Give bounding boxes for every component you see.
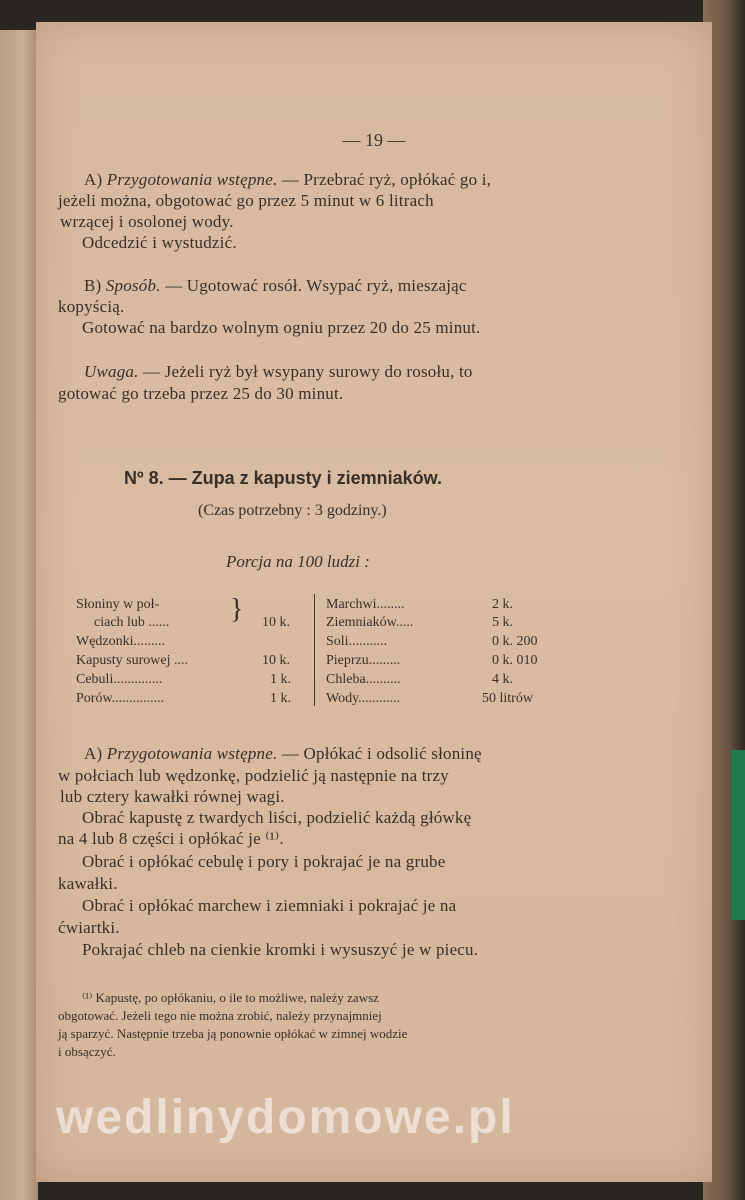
table-divider xyxy=(314,594,315,706)
ingredient-right-5: Wody............ xyxy=(326,691,401,706)
ingredient-right-4: Chleba.......... xyxy=(326,672,401,687)
prep-line7: kawałki. xyxy=(58,874,118,893)
note-line1: Uwaga. — Jeżeli ryż był wsypany surowy do rosołu, to xyxy=(84,362,473,381)
ingredient-left-4: Cebuli.............. xyxy=(76,672,163,687)
ingredient-left-2: Wędzonki......... xyxy=(76,634,166,649)
ingredient-left-4-qty: 1 k. xyxy=(270,672,291,687)
ingredient-right-3-qty: 0 k. 010 xyxy=(492,653,538,668)
ingredient-right-1: Ziemniaków..... xyxy=(326,615,414,630)
ingredient-left-5: Porów............... xyxy=(76,691,165,706)
footnote-line2: obgotować. Jeżeli tego nie można zrobić, należy przynajmniej xyxy=(58,1008,382,1023)
section-b-line1: B) Sposób. — Ugotować rosół. Wsypać ryż, mieszając xyxy=(84,276,467,295)
section-a-line4: Odcedzić i wystudzić. xyxy=(82,233,237,252)
section-a-line1: A) Przygotowania wstępne. — Przebrać ryż, opłókać go i, xyxy=(84,170,492,189)
prep-line6: Obrać i opłókać cebulę i pory i pokrajać je na grube xyxy=(82,852,446,871)
recipe-time: (Czas potrzebny : 3 godziny.) xyxy=(198,502,387,519)
prep-line3: lub cztery kawałki równej wagi. xyxy=(60,787,285,806)
footnote-line4: i obsączyć. xyxy=(58,1044,116,1059)
ingredient-left-3-qty: 10 k. xyxy=(262,653,290,668)
section-b-line3: Gotować na bardzo wolnym ogniu przez 20 do 25 minut. xyxy=(82,318,481,337)
ingredient-right-1-qty: 5 k. xyxy=(492,615,513,630)
ingredient-right-0: Marchwi........ xyxy=(326,597,405,612)
ingredient-right-3: Pieprzu......... xyxy=(326,653,401,668)
footnote-line3: ją sparzyć. Następnie trzeba ją ponownie opłókać w zimnej wodzie xyxy=(58,1026,408,1041)
recipe-portion: Porcja na 100 ludzi : xyxy=(226,552,370,571)
ingredient-right-5-qty: 50 litrów xyxy=(482,691,533,706)
section-a-line2: jeżeli można, obgotować go przez 5 minut w 6 litrach xyxy=(58,191,434,210)
ingredient-left-1: ciach lub ...... xyxy=(94,615,170,630)
ingredient-right-2: Soli........... xyxy=(326,634,388,649)
section-b-line2: kopyścią. xyxy=(58,297,125,316)
prep-line8: Obrać i opłókać marchew i ziemniaki i pokrajać je na xyxy=(82,896,457,915)
bookmark-tab xyxy=(731,750,745,920)
ingredient-left-3: Kapusty surowej .... xyxy=(76,653,188,668)
page-number: — 19 — xyxy=(342,130,406,150)
prep-line1: A) Przygotowania wstępne. — Opłókać i odsolić słoninę xyxy=(84,744,482,763)
note-line2: gotować go trzeba przez 25 do 30 minut. xyxy=(58,384,344,403)
book-page xyxy=(36,22,712,1182)
ingredient-left-5-qty: 1 k. xyxy=(270,691,291,706)
recipe-title: Nº 8. — Zupa z kapusty i ziemniaków. xyxy=(124,468,443,488)
prep-line4: Obrać kapustę z twardych liści, podzielić każdą główkę xyxy=(82,808,472,827)
prep-line10: Pokrajać chleb na cienkie kromki i wysuszyć je w piecu. xyxy=(82,940,479,959)
prep-line2: w połciach lub wędzonkę, podzielić ją następnie na trzy xyxy=(58,766,449,785)
footnote-line1: ⁽¹⁾ Kapustę, po opłókaniu, o ile to możliwe, należy zawsz xyxy=(82,990,379,1005)
book-spine xyxy=(0,30,38,1200)
prep-line9: ćwiartki. xyxy=(58,918,120,937)
section-a-line3: wrzącej i osolonej wody. xyxy=(60,212,234,231)
watermark: wedlinydomowe.pl xyxy=(56,1091,515,1144)
brace-icon: } xyxy=(230,594,244,625)
ingredient-right-2-qty: 0 k. 200 xyxy=(492,634,538,649)
ingredient-right-0-qty: 2 k. xyxy=(492,597,513,612)
ingredient-left-0: Słoniny w poł- xyxy=(76,597,160,612)
ingredient-left-1-qty: 10 k. xyxy=(262,615,290,630)
ingredient-right-4-qty: 4 k. xyxy=(492,672,513,687)
prep-line5: na 4 lub 8 części i opłókać je ⁽¹⁾. xyxy=(58,829,284,848)
